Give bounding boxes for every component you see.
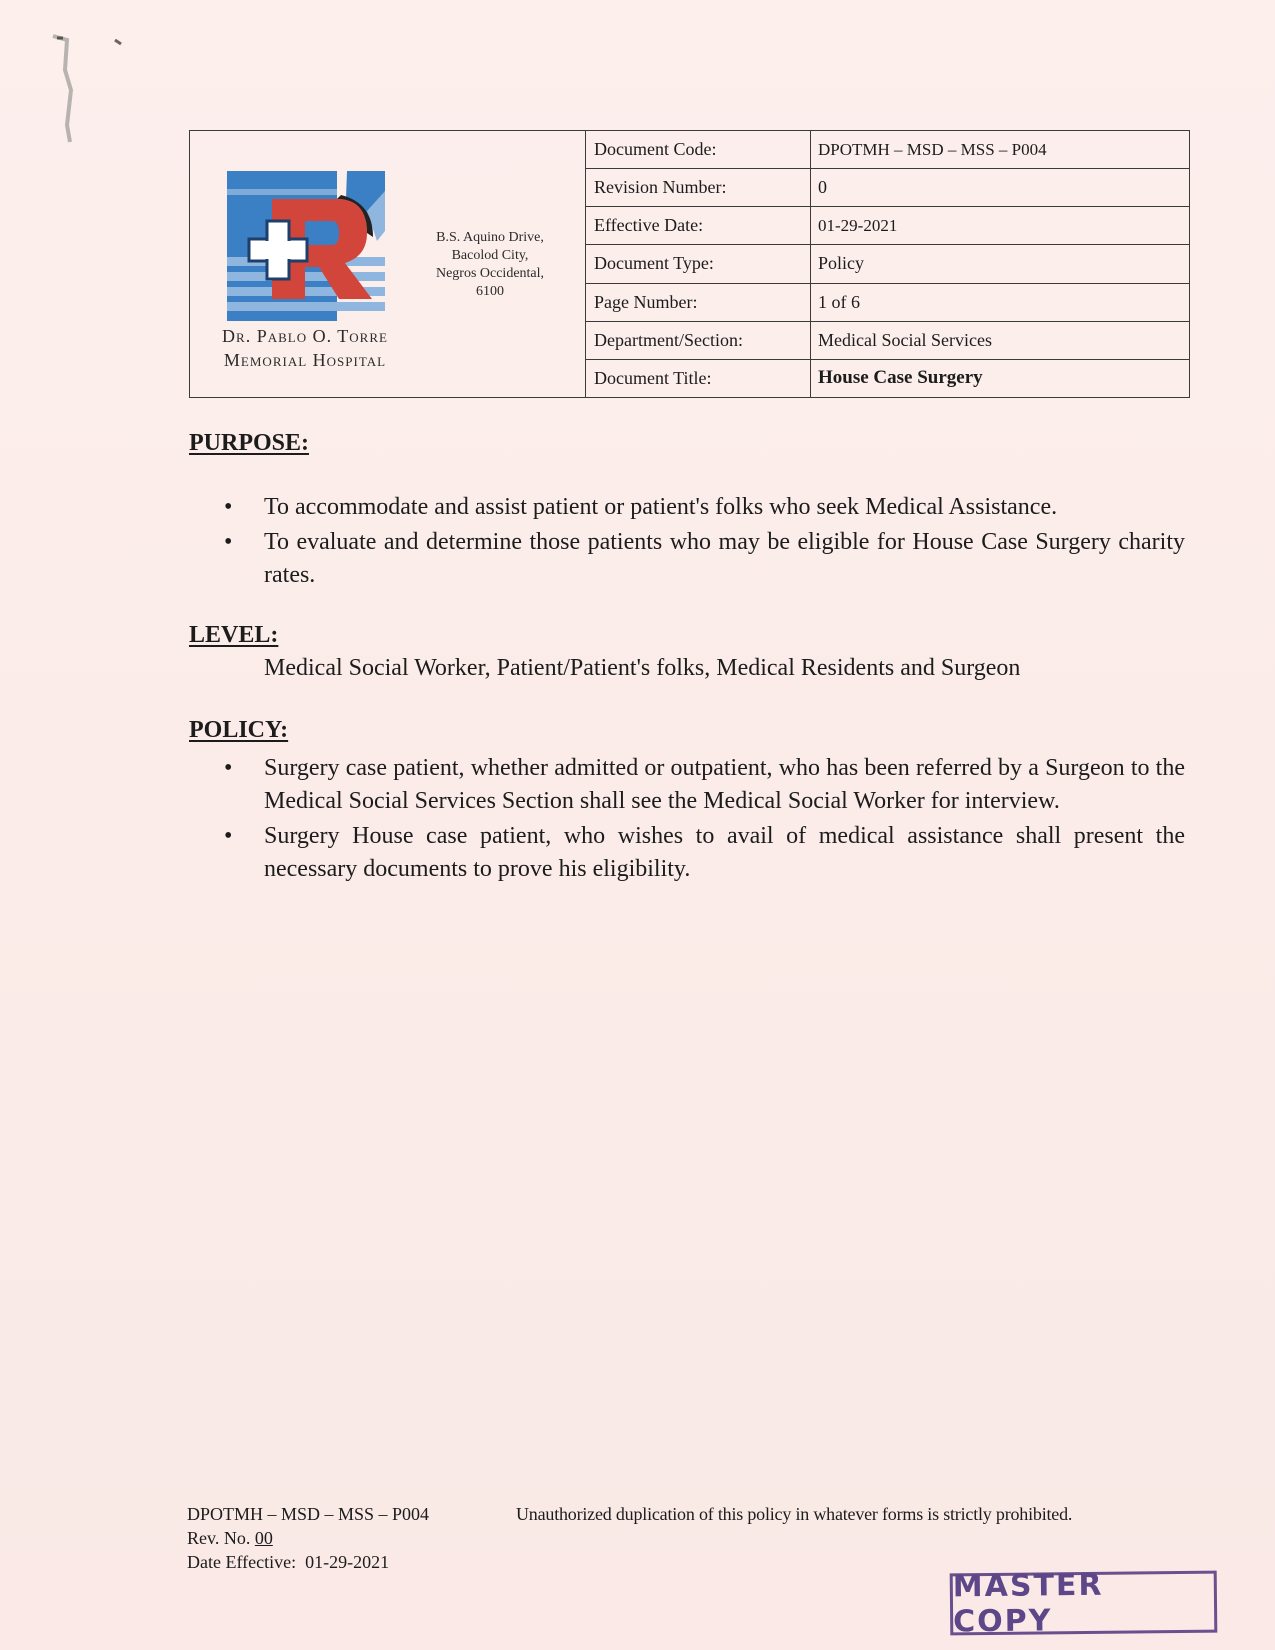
footer-revision [187,1526,429,1550]
page-number-row [586,284,1189,322]
document-type-label: Document Type: [586,245,811,282]
footer-document-info [187,1502,429,1574]
hospital-address [415,229,565,301]
bullet-icon: • [224,494,233,520]
document-type-value: Policy [818,253,865,274]
purpose-heading: PURPOSE: [189,430,309,456]
purpose-list [220,491,1185,594]
footer-rev-value: 00 [254,1528,273,1548]
purpose-item-2: To evaluate and determine those patients who may be eligible for House Case Surgery charity rates. [264,529,1185,588]
list-item [220,820,1185,886]
revision-number-row [586,169,1189,207]
revision-number-label: Revision Number: [586,169,811,206]
document-type-row [586,245,1189,283]
document-info-table [586,131,1189,397]
policy-list [220,752,1185,888]
footer-doc-code: DPOTMH – MSD – MSS – P004 [187,1504,430,1524]
purpose-item-1: To accommodate and assist patient or patient's folks who seek Medical Assistance. [264,494,1058,520]
department-value: Medical Social Services [818,329,992,350]
footer-date-label: Date Effective: [187,1552,306,1572]
address-line-1: B.S. Aquino Drive, [436,230,544,245]
list-item [220,526,1185,592]
hospital-logo [227,171,385,321]
address-line-4: 6100 [476,284,504,299]
page-number-value: 1 of 6 [818,291,860,312]
hospital-name-line-2: Memorial Hospital [223,350,387,370]
hospital-block [190,131,586,397]
effective-date-value: 01-29-2021 [818,215,898,235]
staple-mark [45,30,135,150]
document-header-table [189,130,1190,398]
effective-date-row [586,207,1189,245]
hospital-name [190,324,420,372]
document-title-row [586,360,1189,397]
document-code-row [586,131,1189,169]
footer-rev-label: Rev. No. [187,1528,255,1548]
document-code-value: DPOTMH – MSD – MSS – P004 [818,139,1047,159]
page-number-label: Page Number: [586,284,811,321]
document-title-label: Document Title: [586,360,811,397]
bullet-icon: • [224,823,233,849]
level-heading: LEVEL: [189,622,279,648]
footer-notice: Unauthorized duplication of this policy in whatever forms is strictly prohibited. [516,1504,1073,1524]
policy-item-2: Surgery House case patient, who wishes to avail of medical assistance shall present the necessary documents to prove his eligibility. [264,823,1185,882]
policy-heading: POLICY: [189,717,289,743]
list-item [220,491,1185,524]
policy-item-1: Surgery case patient, whether admitted or outpatient, who has been referred by a Surgeon to the Medical Social Services Section shall see the Medical Social Worker for interview. [264,755,1185,814]
bullet-icon: • [224,755,233,781]
revision-number-value: 0 [818,177,827,198]
address-line-2: Bacolod City, [451,248,529,263]
list-item [220,752,1185,818]
document-title-value: House Case Surgery [818,367,983,389]
footer-date-value: 01-29-2021 [305,1552,390,1572]
department-row [586,322,1189,360]
department-label: Department/Section: [586,322,811,359]
master-copy-stamp: MASTER COPY [950,1571,1218,1636]
footer-date [187,1550,429,1574]
hospital-name-line-1: Dr. Pablo O. Torre [222,326,388,346]
effective-date-label: Effective Date: [586,207,811,244]
level-text: Medical Social Worker, Patient/Patient's folks, Medical Residents and Surgeon [264,655,1021,681]
address-line-3: Negros Occidental, [435,266,545,281]
bullet-icon: • [224,529,233,555]
document-code-label: Document Code: [586,131,811,168]
